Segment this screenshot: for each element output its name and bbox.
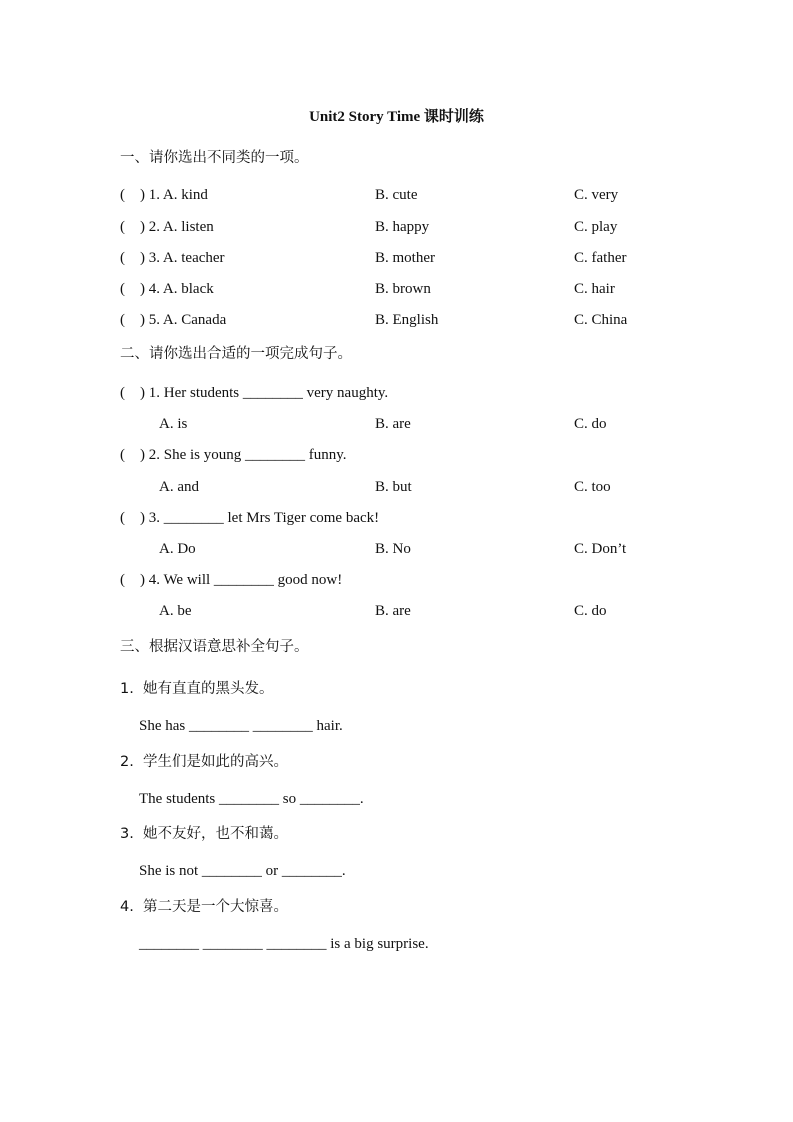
option-c: C. father [574, 250, 627, 266]
question: ( ) 1. Her students ________ very naughty. [120, 385, 389, 401]
page-title: Unit2 Story Time 课时训练 [309, 109, 484, 125]
option-b: B. brown [375, 281, 431, 297]
english-sentence: ________ ________ ________ is a big surprise. [139, 936, 429, 952]
question: ( ) 4. A. black [120, 281, 214, 297]
option-b: B. are [375, 416, 411, 432]
option-a: A. and [159, 479, 199, 495]
chinese-prompt: 4. 第二天是一个大惊喜。 [120, 899, 289, 915]
question: ( ) 2. She is young ________ funny. [120, 447, 347, 463]
option-b: B. cute [375, 187, 418, 203]
english-sentence: She has ________ ________ hair. [139, 718, 343, 734]
question: ( ) 3. ________ let Mrs Tiger come back! [120, 510, 380, 526]
section3-heading: 三、根据汉语意思补全句子。 [120, 639, 309, 655]
option-a: A. be [159, 603, 192, 619]
question: ( ) 4. We will ________ good now! [120, 572, 343, 588]
question: ( ) 3. A. teacher [120, 250, 225, 266]
chinese-prompt: 3. 她不友好，也不和蔼。 [120, 826, 289, 842]
option-b: B. English [375, 312, 439, 328]
question: ( ) 2. A. listen [120, 219, 214, 235]
chinese-prompt: 1. 她有直直的黑头发。 [120, 681, 274, 697]
option-c: C. do [574, 416, 607, 432]
option-b: B. are [375, 603, 411, 619]
option-c: C. too [574, 479, 611, 495]
question: ( ) 1. A. kind [120, 187, 208, 203]
english-sentence: She is not ________ or ________. [139, 863, 346, 879]
section1-heading: 一、请你选出不同类的一项。 [120, 150, 309, 166]
option-c: C. do [574, 603, 607, 619]
option-c: C. hair [574, 281, 615, 297]
option-b: B. No [375, 541, 411, 557]
option-c: C. very [574, 187, 619, 203]
option-b: B. mother [375, 250, 435, 266]
option-b: B. happy [375, 219, 430, 235]
option-c: C. play [574, 219, 618, 235]
section2-heading: 二、请你选出合适的一项完成句子。 [120, 346, 352, 362]
option-c: C. China [574, 312, 628, 328]
option-c: C. Don’t [574, 541, 627, 557]
chinese-prompt: 2. 学生们是如此的高兴。 [120, 754, 289, 770]
question: ( ) 5. A. Canada [120, 312, 227, 328]
english-sentence: The students ________ so ________. [139, 791, 364, 807]
option-a: A. is [159, 416, 188, 432]
option-b: B. but [375, 479, 412, 495]
option-a: A. Do [159, 541, 196, 557]
